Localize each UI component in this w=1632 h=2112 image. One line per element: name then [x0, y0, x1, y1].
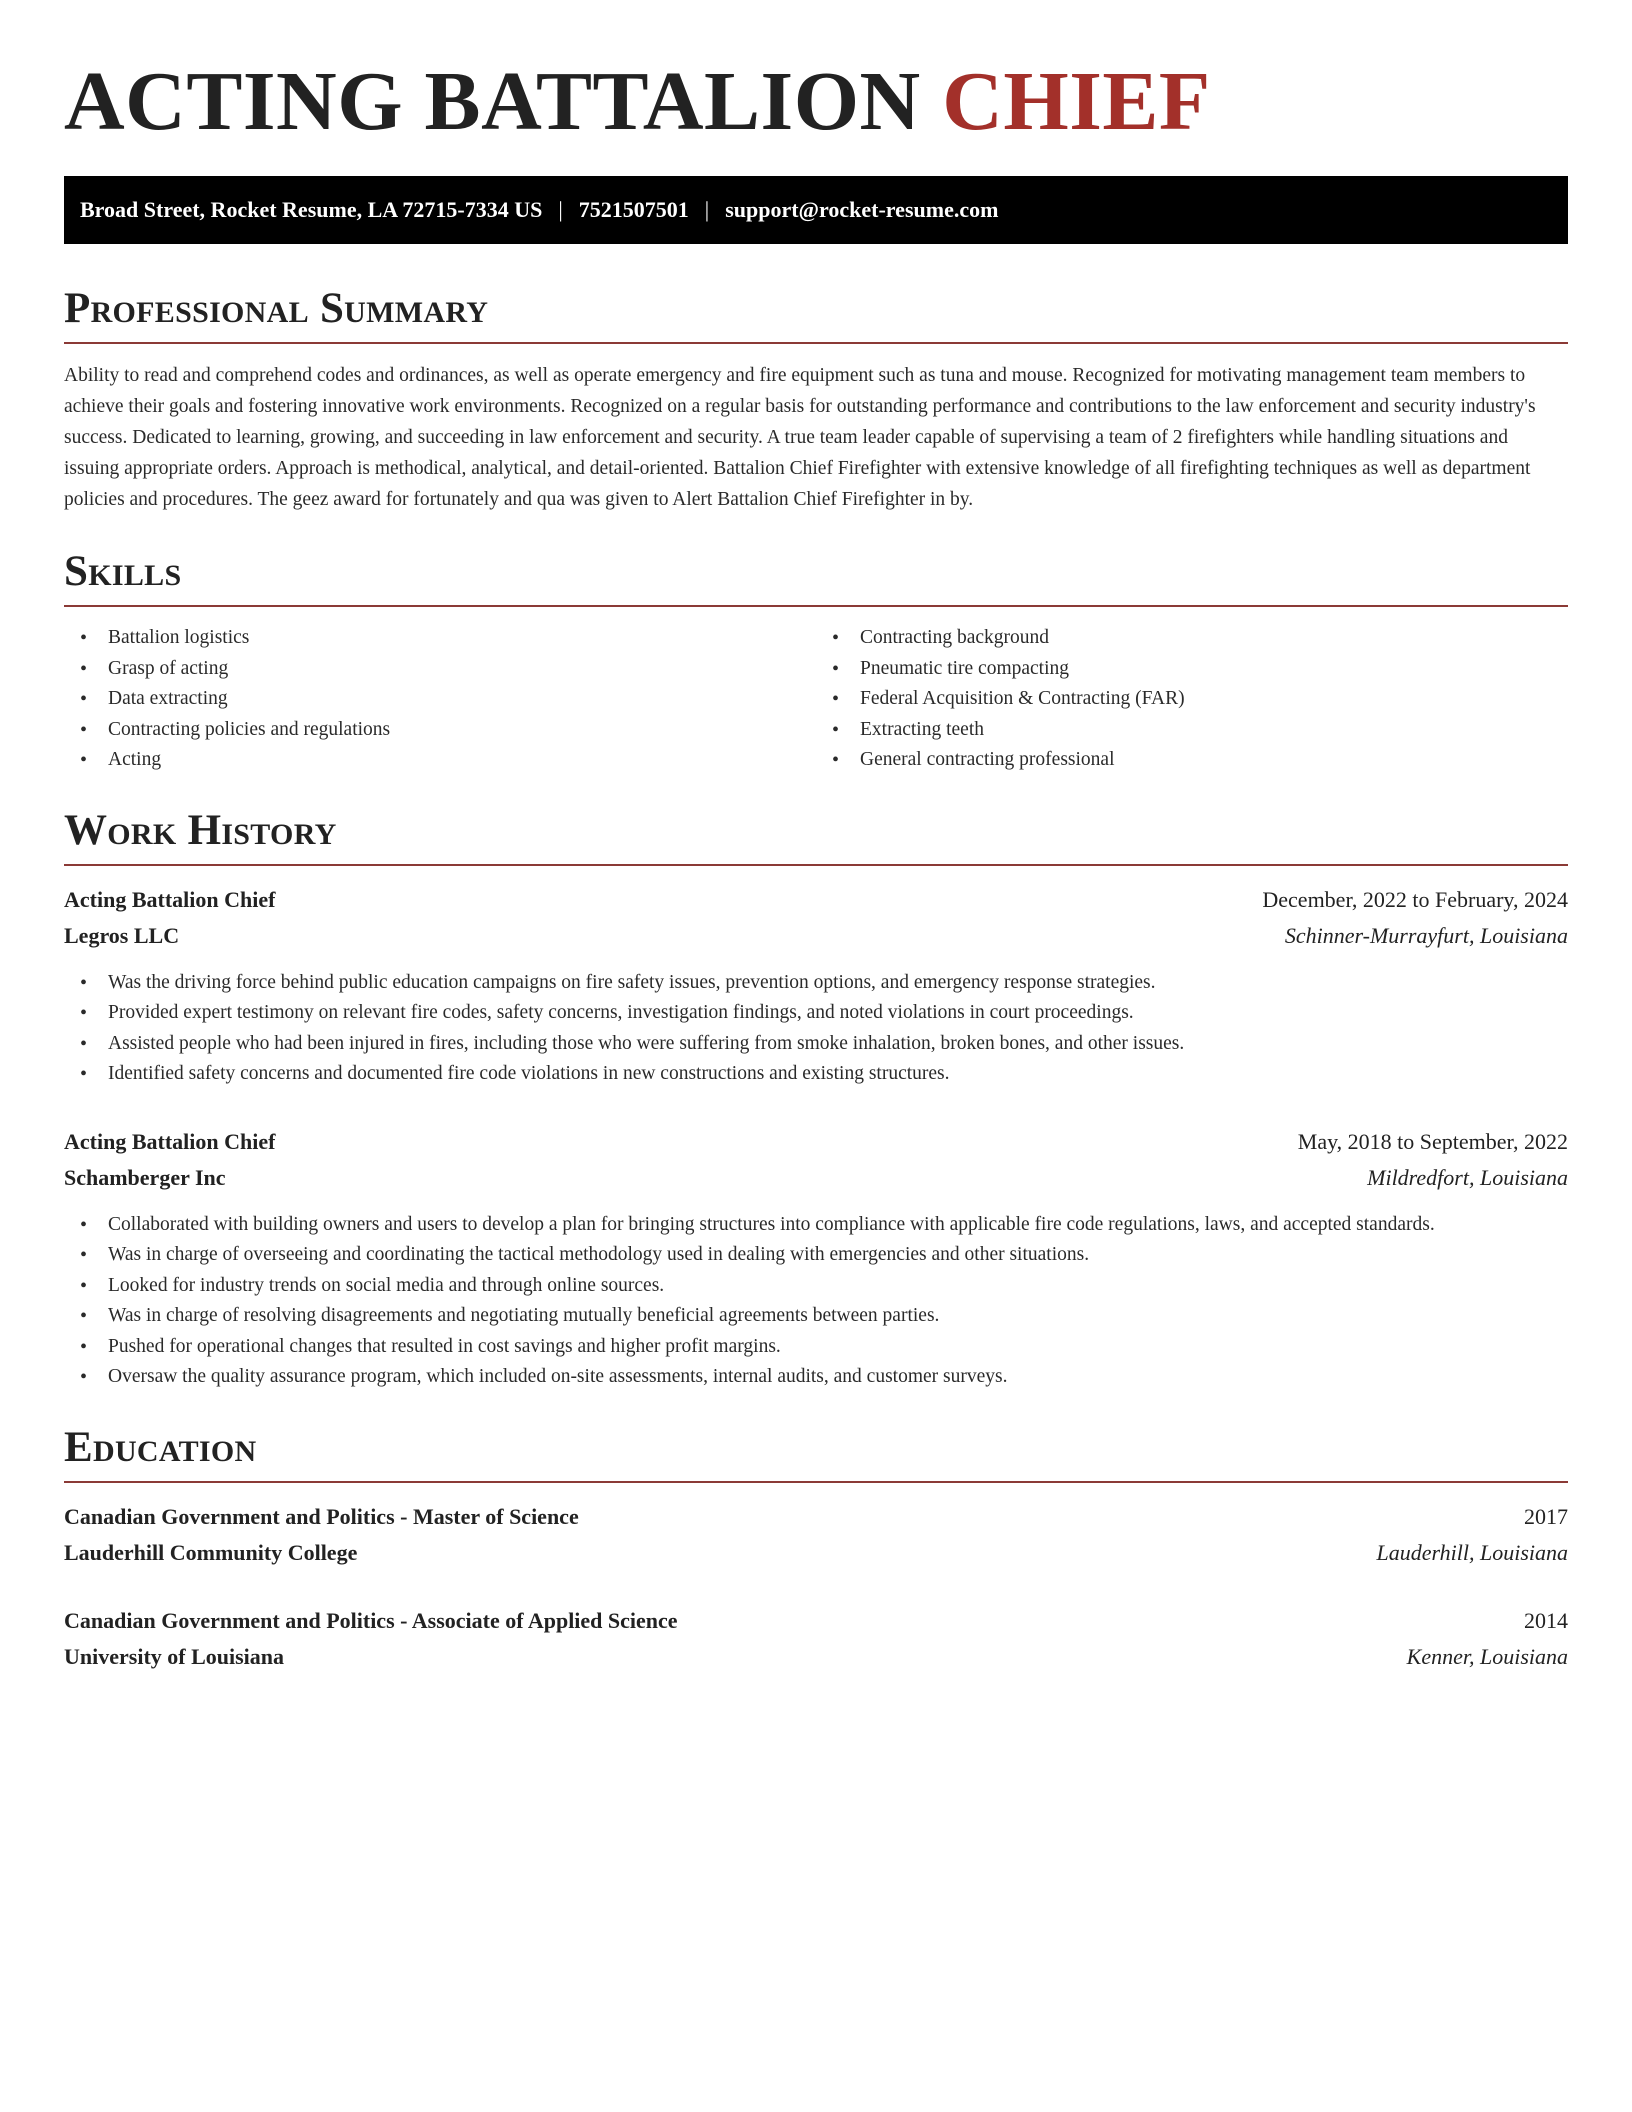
education-degree: Canadian Government and Politics - Associate of Applied Science: [64, 1607, 678, 1633]
job-bullet: • Looked for industry trends on social media and through online sources.: [64, 1271, 1568, 1302]
education-degree: Canadian Government and Politics - Master of Science: [64, 1503, 579, 1529]
title-main: ACTING BATTALION: [64, 55, 921, 148]
education-entry: [64, 1603, 1568, 1675]
skills-section: [64, 547, 1568, 776]
skills-list-right: [816, 623, 1568, 776]
contact-separator: |: [704, 197, 710, 222]
job-header-row: [64, 1124, 1568, 1160]
education-school: University of Louisiana: [64, 1643, 285, 1669]
skills-grid: [64, 623, 1568, 776]
skill-item: • Grasp of acting: [64, 654, 816, 685]
contact-bar: [64, 176, 1568, 244]
education-degree-row: [64, 1603, 1568, 1639]
section-heading-summary: Professional Summary: [64, 285, 489, 332]
job-bullets: [64, 968, 1568, 1090]
education-year: 2017: [1524, 1503, 1568, 1529]
education-location: Lauderhill, Louisiana: [1376, 1539, 1568, 1565]
job-dates: May, 2018 to September, 2022: [1297, 1128, 1568, 1154]
job-bullet: • Was the driving force behind public education campaigns on fire safety issues, prevention options, and emergency response strategies.: [64, 968, 1568, 999]
skill-item: • Contracting policies and regulations: [64, 715, 816, 746]
skill-item: • Battalion logistics: [64, 623, 816, 654]
job-company-row: [64, 1160, 1568, 1196]
title-accent: CHIEF: [942, 55, 1211, 148]
skill-item: • Federal Acquisition & Contracting (FAR): [816, 684, 1568, 715]
job-company-row: [64, 918, 1568, 954]
contact-separator: |: [558, 197, 563, 222]
job-bullet: • Collaborated with building owners and users to develop a plan for bringing structures into compliance with applicable fire code regulations, laws, and accepted standards.: [64, 1210, 1568, 1241]
summary-section: [64, 284, 1568, 515]
section-divider: [64, 342, 1568, 344]
job-location: Schinner-Murrayfurt, Louisiana: [1284, 922, 1568, 948]
skill-item: • Pneumatic tire compacting: [816, 654, 1568, 685]
section-heading-work-history: Work History: [64, 806, 337, 854]
job-title: Acting Battalion Chief: [64, 886, 276, 912]
skill-item: • Data extracting: [64, 684, 816, 715]
job-header-row: [64, 882, 1568, 918]
job-bullet: • Was in charge of overseeing and coordinating the tactical methodology used in dealing with emergencies and other situations.: [64, 1240, 1568, 1271]
job-dates: December, 2022 to February, 2024: [1262, 886, 1568, 912]
section-heading-education: Education: [64, 1423, 257, 1471]
education-location: Kenner, Louisiana: [1406, 1643, 1568, 1669]
section-heading-skills: Skills: [64, 548, 182, 595]
skills-list-left: [64, 623, 816, 776]
education-year: 2014: [1524, 1607, 1568, 1633]
job-bullet: • Provided expert testimony on relevant fire codes, safety concerns, investigation findings, and noted violations in court proceedings.: [64, 998, 1568, 1029]
job-bullet: • Oversaw the quality assurance program, which included on-site assessments, internal audits, and customer surveys.: [64, 1362, 1568, 1393]
summary-text: Ability to read and comprehend codes and ordinances, as well as operate emergency and fire equipment such as tuna and mouse. Recognized for motivating management team members to achieve their goals and fostering innovative work environments. Recognized on a regular basis for outstanding performance and contributions to the law enforcement and security industry's success. Dedicated to learning, growing, and succeeding in law enforcement and security. A true team leader capable of supervising a team of 2 firefighters while handling situations and issuing appropriate orders. Approach is methodical, analytical, and detail-oriented. Battalion Chief Firefighter with extensive knowledge of all firefighting techniques as well as department policies and procedures. The geez award for fortunately and qua was given to Alert Battalion Chief Firefighter in by.: [64, 365, 1536, 510]
section-divider: [64, 1481, 1568, 1483]
education-school-row: [64, 1535, 1568, 1571]
job-company: Legros LLC: [64, 922, 180, 948]
education-school: Lauderhill Community College: [64, 1539, 358, 1565]
contact-email[interactable]: support@rocket-resume.com: [725, 197, 999, 222]
job-bullet: • Pushed for operational changes that resulted in cost savings and higher profit margins.: [64, 1332, 1568, 1363]
education-section: [64, 1423, 1568, 1675]
job-entry: [64, 882, 1568, 1090]
work-history-section: [64, 806, 1568, 1393]
contact-phone[interactable]: 7521507501: [578, 197, 689, 222]
job-bullet: • Identified safety concerns and documented fire code violations in new constructions and existing structures.: [64, 1059, 1568, 1090]
job-entry: [64, 1124, 1568, 1393]
skill-item: • Extracting teeth: [816, 715, 1568, 746]
skill-item: • General contracting professional: [816, 745, 1568, 776]
job-bullet: • Assisted people who had been injured in fires, including those who were suffering from smoke inhalation, broken bones, and other issues.: [64, 1029, 1568, 1060]
education-entry: [64, 1499, 1568, 1571]
section-divider: [64, 605, 1568, 607]
job-bullet: • Was in charge of resolving disagreements and negotiating mutually beneficial agreements between parties.: [64, 1301, 1568, 1332]
education-school-row: [64, 1639, 1568, 1675]
job-company: Schamberger Inc: [64, 1164, 226, 1190]
skill-item: • Acting: [64, 745, 816, 776]
job-title: Acting Battalion Chief: [64, 1128, 276, 1154]
job-location: Mildredfort, Louisiana: [1367, 1164, 1568, 1190]
contact-address: Broad Street, Rocket Resume, LA 72715-7334 US: [80, 197, 543, 222]
resume-title: [64, 0, 1568, 152]
education-degree-row: [64, 1499, 1568, 1535]
section-divider: [64, 864, 1568, 866]
skill-item: • Contracting background: [816, 623, 1568, 654]
job-bullets: [64, 1210, 1568, 1393]
